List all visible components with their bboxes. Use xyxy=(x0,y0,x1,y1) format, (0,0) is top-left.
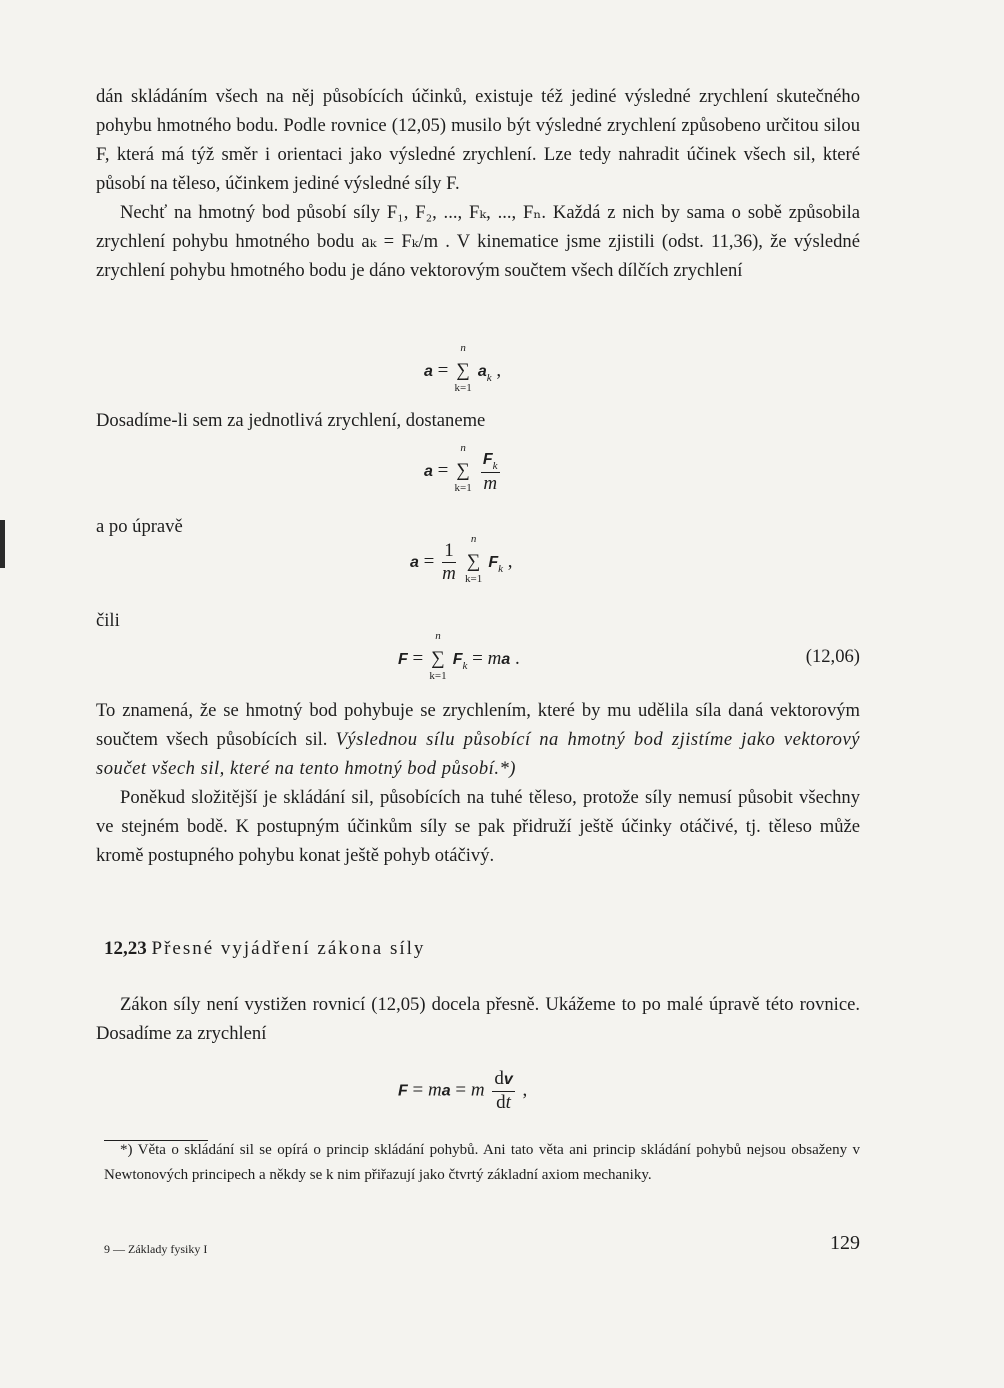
footnote: *) Věta o skládání sil se opírá o princip skládání pohybů. Ani tato věta ani princip skládání pohybů nejsou obsaženy v Newtonových principech a někdy se k nim přiřazují jako čtvrtý základní axiom mechaniky. xyxy=(104,1142,860,1183)
paragraph-conclusion xyxy=(96,696,860,870)
paragraph-6-italic: Výslednou sílu působící na hmotný bod zjistíme jako vektorový součet všech sil, které na tento hmotný bod působí.*) xyxy=(96,729,860,779)
equation-number: (12,06) xyxy=(805,646,860,667)
equation-12-06: F = ∑ n k=1 $F_k$ = ma . xyxy=(398,630,520,682)
paragraph-8: Zákon síly není vystižen rovnicí (12,05) docela přesně. Ukážeme to po malé úpravě této rovnice. Dosadíme za zrychlení xyxy=(96,994,860,1044)
section-number: 12,23 xyxy=(104,938,147,959)
equation-sum-forces-over-mass: a = ∑ n k=1 $\frac{F_k}{m}$ xyxy=(424,441,498,494)
paragraph-1: dán skládáním všech na něj působících účinků, existuje též jediné výsledné zrychlení skutečného pohybu hmotného bodu. Podle rovnice (12,05) musilo být výsledné zrychlení způsobeno určitou silou F, která má týž směr i orientaci jako výsledné zrychlení. Lze tedy nahradit účinek všech sil, které působí na těleso, účinkem jediné výsledné síly F. xyxy=(96,86,860,194)
paragraph-5: čili xyxy=(96,610,120,631)
paragraph-6-text: To znamená, že se hmotný bod pohybuje se zrychlením, které by mu udělila síla daná vektorovým součtem všech působících sil. xyxy=(96,700,860,750)
equation-sum-accelerations: a = ∑ n k=1 $a_k$ , xyxy=(424,342,502,394)
equation-rearranged: a = $\frac{1}{m}$ ∑ n k=1 $F_k$ , xyxy=(410,532,513,585)
paragraph-2: Nechť na hmotný bod působí síly F₁, F₂, ..., Fₖ, ..., Fₙ. Každá z nich by sama o sobě způsobila zrychlení pohybu hmotného bodu aₖ = Fₖ/m . V kinematice jsme zjistili (odst. 11,36), že výsledné zrychlení pohybu hmotného bodu je dáno vektorovým součtem všech dílčích zrychlení xyxy=(96,202,860,281)
section-heading xyxy=(104,938,425,960)
equation-force-derivative: F = ma = m $\frac{dv}{dt}$ , xyxy=(398,1068,528,1113)
paragraph-7: Poněkud složitější je skládání sil, působících na tuhé těleso, protože síly nemusí působit všechny ve stejném bodě. K postupným účinkům síly se pak přidruží ještě účinky otáčivé, tj. těleso může kromě postupného pohybu konat ještě pohyb otáčivý. xyxy=(96,787,860,866)
page-number: 129 xyxy=(830,1232,860,1254)
paragraph-4: a po úpravě xyxy=(96,516,183,537)
paragraph-3: Dosadíme-li sem za jednotlivá zrychlení, dostaneme xyxy=(96,410,486,431)
scan-edge-mark xyxy=(0,520,5,568)
paragraph-intro xyxy=(96,82,860,285)
section-title: Přesné vyjádření zákona síly xyxy=(151,938,426,959)
signature-mark: 9 — Základy fysiky I xyxy=(104,1242,208,1256)
